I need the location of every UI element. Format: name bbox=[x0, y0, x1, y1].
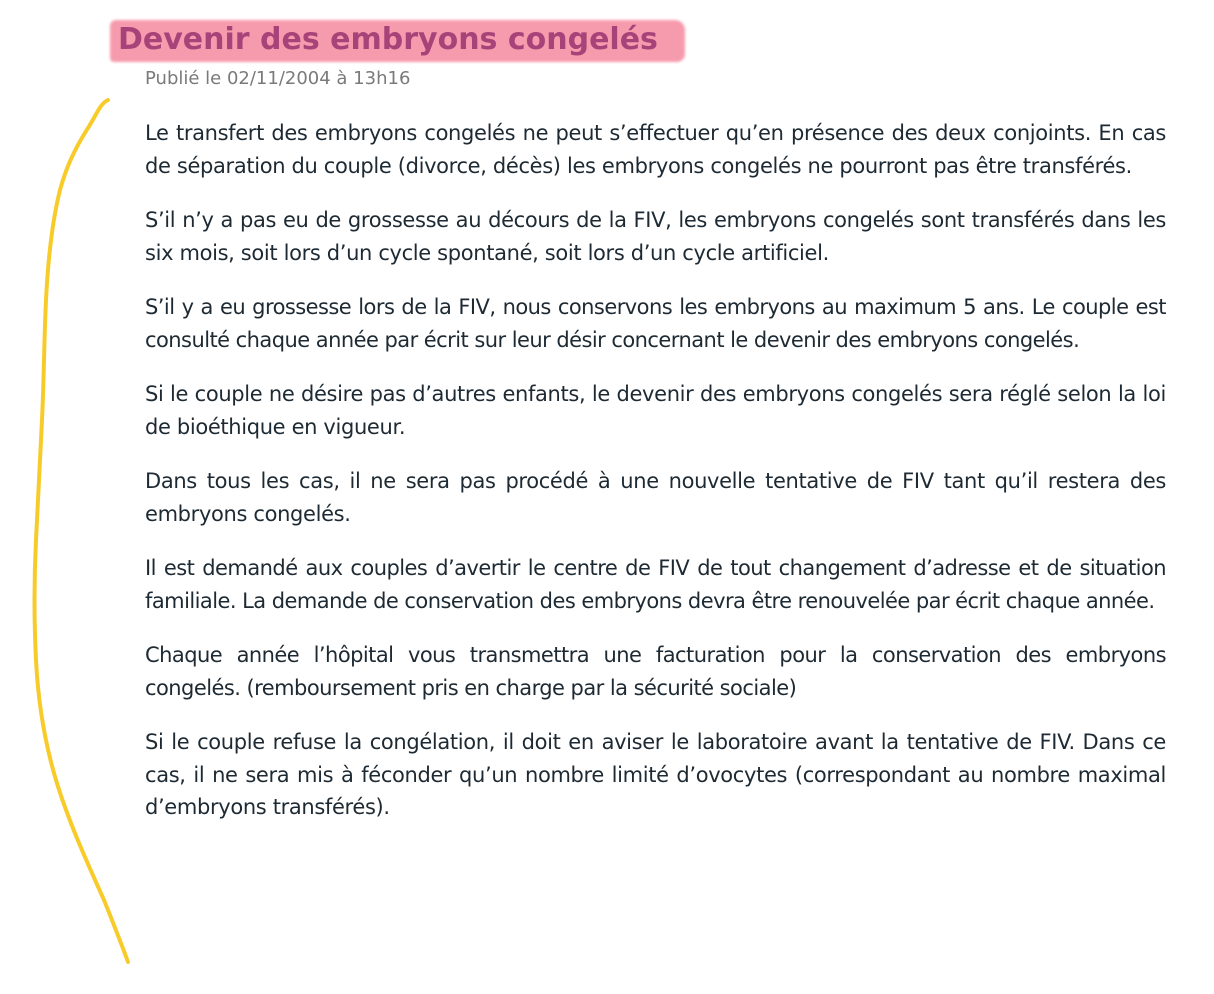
page-title: Devenir des embryons congelés bbox=[118, 22, 658, 57]
paragraph: S’il y a eu grossesse lors de la FIV, nous conservons les embryons au maximum 5 ans. Le couple est consulté chaque année par écrit sur leur désir concernant le devenir des embryons congelés. bbox=[145, 295, 1166, 352]
paragraph: Si le couple ne désire pas d’autres enfants, le devenir des embryons congelés sera réglé selon la loi de bioéthique en vigueur. bbox=[145, 382, 1166, 439]
paragraph: S’il n’y a pas eu de grossesse au décours de la FIV, les embryons congelés sont transférés dans les six mois, soit lors d’un cycle spontané, soit lors d’un cycle artificiel. bbox=[145, 208, 1166, 265]
paragraph: Il est demandé aux couples d’avertir le centre de FIV de tout changement d’adresse et de situation familiale. La demande de conservation des embryons devra être renouvelée par écrit chaque année. bbox=[145, 556, 1166, 613]
paragraph: Dans tous les cas, il ne sera pas procédé à une nouvelle tentative de FIV tant qu’il restera des embryons congelés. bbox=[145, 469, 1166, 526]
title-block bbox=[110, 18, 658, 64]
article-body bbox=[145, 117, 1166, 846]
publication-date: Publié le 02/11/2004 à 13h16 bbox=[145, 68, 411, 89]
paragraph: Chaque année l’hôpital vous transmettra une facturation pour la conservation des embryons congelés. (remboursement pris en charge par la sécurité sociale) bbox=[145, 643, 1166, 700]
paragraph: Si le couple refuse la congélation, il doit en aviser le laboratoire avant la tentative de FIV. Dans ce cas, il ne sera mis à féconder qu’un nombre limité d’ovocytes (correspondant au nombre maximal d’embryons transférés). bbox=[145, 730, 1166, 819]
paragraph: Le transfert des embryons congelés ne peut s’effectuer qu’en présence des deux conjoints. En cas de séparation du couple (divorce, décès) les embryons congelés ne pourront pas être transférés. bbox=[145, 121, 1166, 178]
